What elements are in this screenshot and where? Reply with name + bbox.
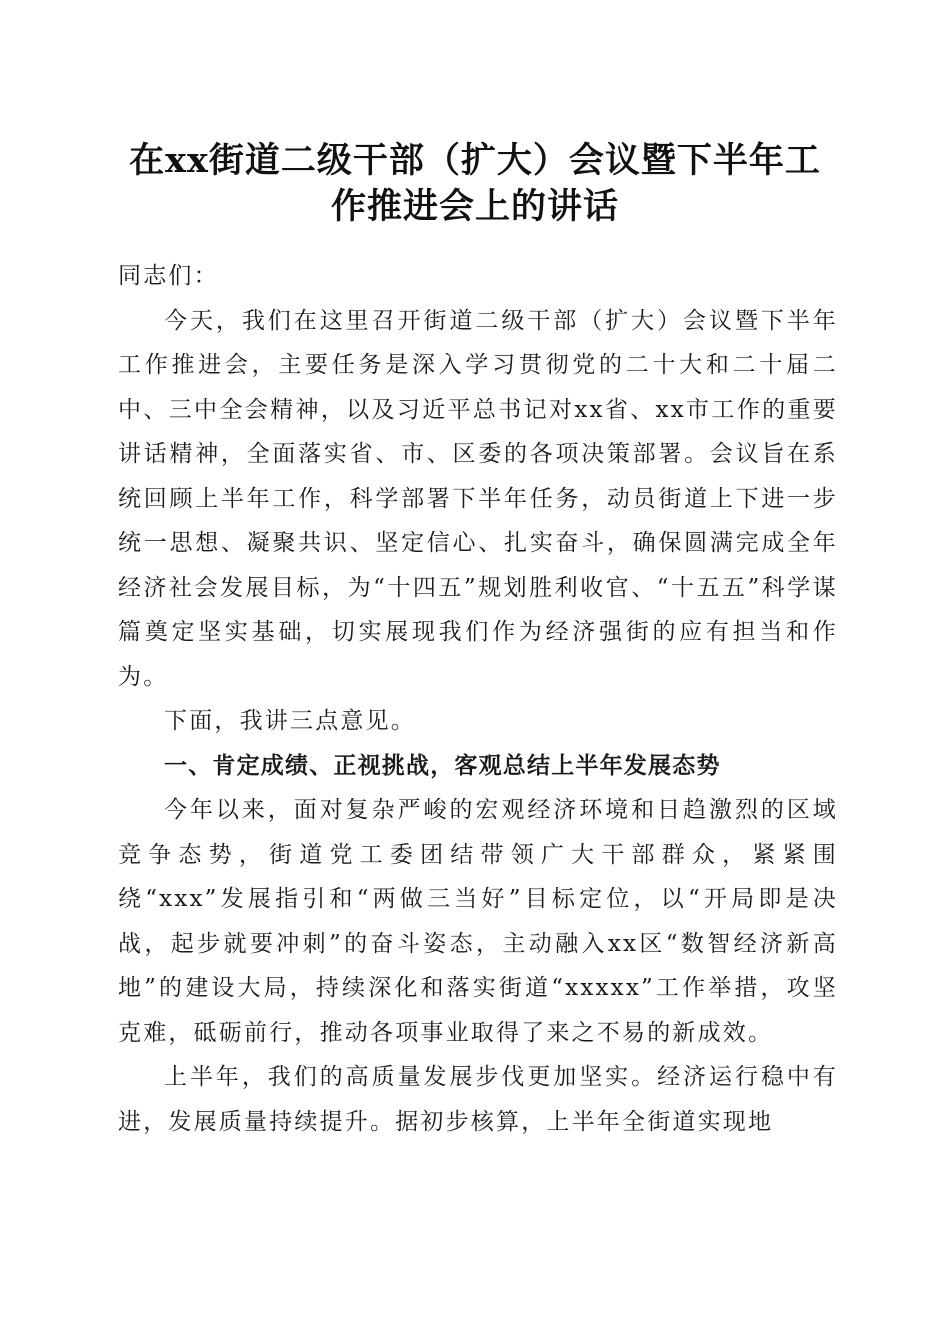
paragraph-outline: 下面，我讲三点意见。	[164, 708, 416, 734]
document-body	[118, 254, 838, 1144]
section-heading-1: 一、肯定成绩、正视挑战，客观总结上半年发展态势	[164, 752, 721, 779]
title-line-2: 作推进会上的讲话	[330, 186, 619, 227]
salutation: 同志们：	[118, 263, 219, 289]
title-line-1: 在xx街道二级干部（扩大）会议暨下半年工	[129, 140, 821, 181]
paragraph-intro: 今天，我们在这里召开街道二级干部（扩大）会议暨下半年工作推进会，主要任务是深入学习贯彻党的二十大和二十届二中、三中全会精神，以及习近平总书记对xx省、xx市工作的重要讲话精神，全面落实省、市、区委的各项决策部署。会议旨在系统回顾上半年工作，科学部署下半年任务，动员街道上下进一步统一思想、凝聚共识、坚定信心、扎实奋斗，确保圆满完成全年经济社会发展目标，为“十四五”规划胜利收官、“十五五”科学谋篇奠定坚实基础，切实展现我们作为经济强街的应有担当和作为。	[118, 307, 838, 690]
paragraph-section1-a: 今年以来，面对复杂严峻的宏观经济环境和日趋激烈的区域竞争态势，街道党工委团结带领广大干部群众，紧紧围绕“xxx”发展指引和“两做三当好”目标定位，以“开局即是决战，起步就要冲刺”的奋斗姿态，主动融入xx区“数智经济新高地”的建设大局，持续深化和落实街道“xxxxx”工作举措，攻坚克难，砥砺前行，推动各项事业取得了来之不易的新成效。	[118, 797, 838, 1046]
paragraph-section1-b: 上半年，我们的高质量发展步伐更加坚实。经济运行稳中有进，发展质量持续提升。据初步核算，上半年全街道实现地	[118, 1064, 838, 1135]
document-title	[95, 138, 855, 230]
